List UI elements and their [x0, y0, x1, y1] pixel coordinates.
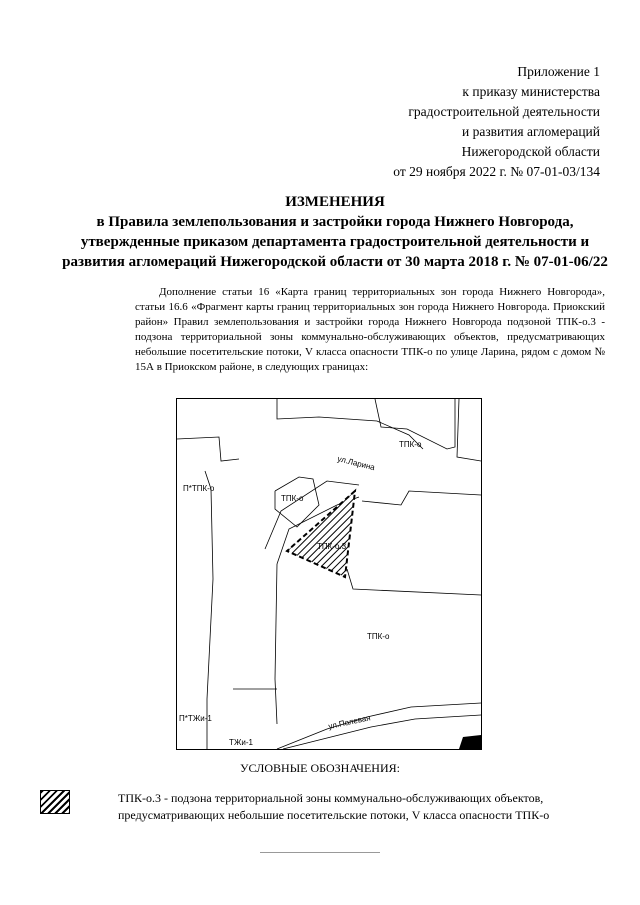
road-edge	[277, 703, 481, 749]
title-heading: ИЗМЕНЕНИЯ	[285, 194, 385, 210]
zone-map-drawing	[177, 399, 481, 749]
legend-title: УСЛОВНЫЕ ОБОЗНАЧЕНИЯ:	[240, 761, 400, 775]
map-label: ТПК-о	[281, 494, 304, 503]
map-label: ТПК-о	[399, 440, 422, 449]
title-line: развития агломераций Нижегородской области от 30 марта 2018 г. № 07-01-06/22	[62, 254, 608, 270]
map-label: ТПК-о	[367, 632, 390, 641]
appendix-line: к приказу министерства	[462, 84, 600, 99]
zone-map	[176, 398, 482, 750]
hatch-swatch-icon	[40, 790, 70, 814]
boundary-line	[347, 569, 481, 595]
map-label: ТЖи-1	[229, 738, 253, 747]
divider	[260, 852, 380, 853]
appendix-line: Нижегородской области	[461, 144, 600, 159]
appendix-line: от 29 ноября 2022 г. № 07-01-03/134	[393, 164, 600, 179]
road-edge	[283, 715, 481, 749]
appendix-header	[280, 62, 600, 182]
boundary-line	[177, 437, 239, 461]
map-label: ТПК-о.3	[317, 542, 347, 551]
document-title	[60, 192, 610, 272]
legend-text: ТПК-о.3 - подзона территориальной зоны коммунально-обслуживающих объектов, предусматривающих небольшие посетительские потоки, V класса опасности ТПК-о	[118, 791, 550, 822]
title-line: в Правила землепользования и застройки города Нижнего Новгорода,	[96, 214, 574, 230]
boundary-line	[205, 471, 213, 749]
boundary-line	[457, 399, 481, 461]
intro-paragraph: Дополнение статьи 16 «Карта границ территориальных зон города Нижнего Новгорода», статьи 16.6 «Фрагмент карты границ территориальных зон города Нижнего Новгорода. Приокский район» Правил землепользования и застройки города Нижнего Новгорода подзоной ТПК-о.3 - подзона территориальной зоны коммунально-обслуживающих объектов, предусматривающих небольшие посетительские потоки, V класса опасности ТПК-о по улице Ларина, рядом с домом № 15А в Приокском районе, в следующих границах:	[135, 286, 605, 373]
appendix-line: градостроительной деятельности	[408, 104, 600, 119]
street-label: ул.Полевая	[327, 713, 372, 731]
building-block	[459, 735, 481, 749]
boundary-line	[275, 564, 277, 724]
map-label: П*ТПК-о	[183, 484, 215, 493]
street-label: ул.Ларина	[336, 454, 376, 473]
title-line: утвержденные приказом департамента градостроительной деятельности и	[80, 234, 590, 250]
boundary-line	[362, 491, 481, 505]
appendix-line: Приложение 1	[517, 64, 600, 79]
appendix-line: и развития агломераций	[461, 124, 600, 139]
map-label: П*ТЖи-1	[179, 714, 212, 723]
subzone-area	[287, 491, 355, 577]
